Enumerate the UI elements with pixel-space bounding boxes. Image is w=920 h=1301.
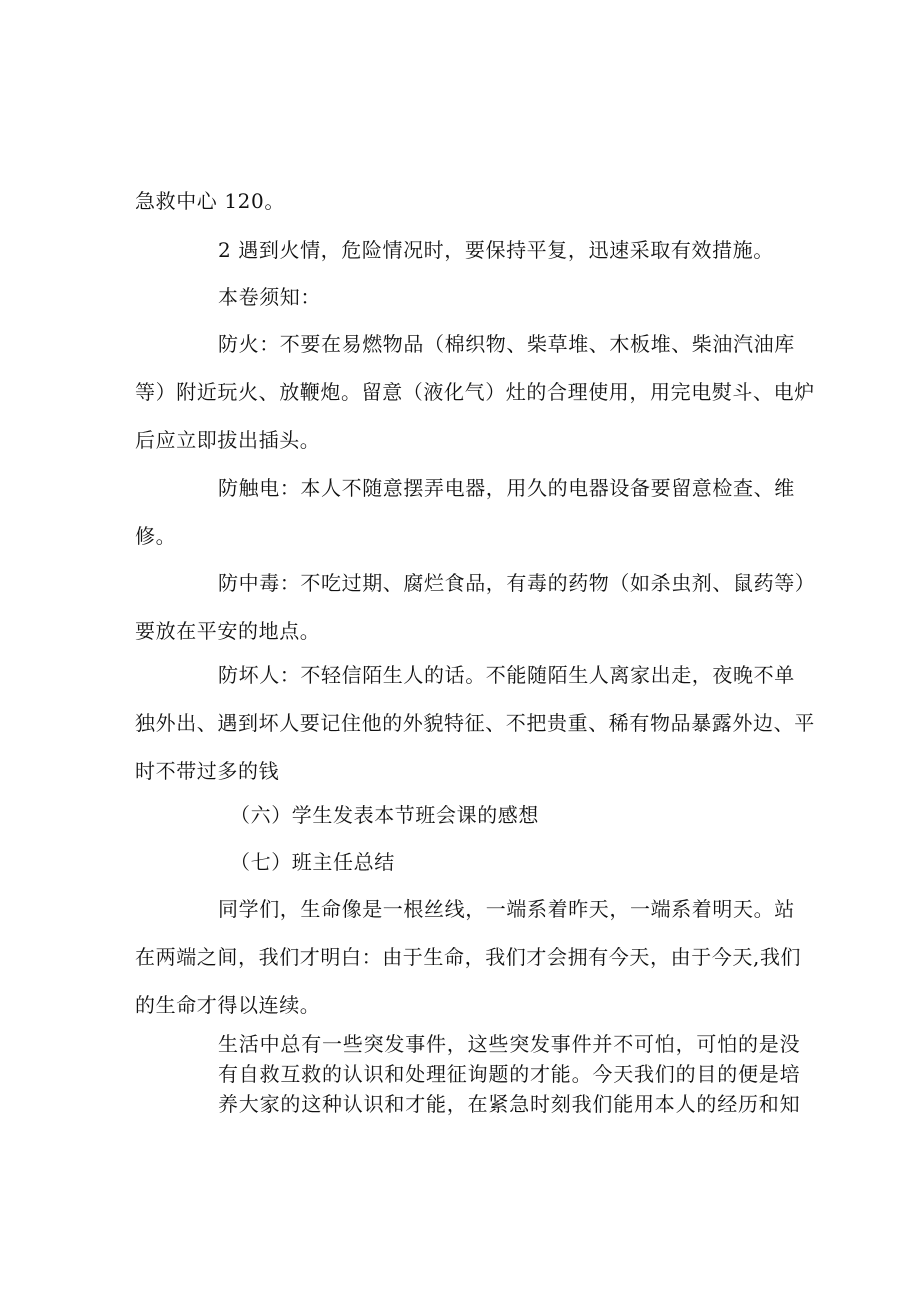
text-line: 防火：不要在易燃物品（棉织物、柴草堆、木板堆、柴油汽油库 (218, 332, 795, 356)
paragraph-fire-advice (218, 226, 774, 274)
paragraph-stranger-safety (135, 651, 815, 795)
paragraph-poisoning-prevention (135, 559, 815, 655)
paragraph-emergency-number (135, 177, 285, 225)
text-line: 防中毒：不吃过期、腐烂食品，有毒的药物（如杀虫剂、鼠药等） (218, 571, 816, 595)
text-line: 同学们，生命像是一根丝线，一端系着昨天，一端系着明天。站 (218, 897, 795, 921)
text-line: 修。 (135, 524, 177, 548)
text-line: 独外出、遇到坏人要记住他的外貌特征、不把贵重、稀有物品暴露外边、平 (135, 711, 815, 735)
text-line: 有自救互救的认识和处理征询题的才能。今天我们的目的便是培 (218, 1062, 801, 1086)
text-line: 时不带过多的钱 (135, 759, 280, 783)
paragraph-notice-heading (218, 273, 321, 321)
text-line: 防触电：本人不随意摆弄电器，用久的电器设备要留意检查、维 (218, 476, 795, 500)
text-line: 本卷须知： (218, 285, 321, 309)
text-line: （七）班主任总结 (230, 850, 395, 874)
section-heading-seven (230, 838, 395, 886)
text-line: （六）学生发表本节班会课的感想 (230, 803, 539, 827)
text-line: 急救中心 120。 (135, 189, 285, 213)
text-line: 养大家的这种认识和才能，在紧急时刻我们能用本人的经历和知 (218, 1092, 801, 1116)
text-line: 2 遇到火情，危险情况时，要保持平复，迅速采取有效措施。 (218, 238, 774, 262)
section-heading-six (230, 791, 539, 839)
text-line: 后应立即拔出插头。 (135, 428, 321, 452)
paragraph-electric-shock-prevention (135, 464, 795, 560)
text-line: 要放在平安的地点。 (135, 619, 321, 643)
text-line: 防坏人：不轻信陌生人的话。不能随陌生人离家出走，夜晚不单 (218, 663, 795, 687)
paragraph-fire-prevention (135, 320, 815, 464)
text-line: 生活中总有一些突发事件，这些突发事件并不可怕，可怕的是没 (218, 1032, 801, 1056)
text-line: 在两端之间，我们才明白：由于生命，我们才会拥有今天，由于今天,我们 (135, 945, 802, 969)
paragraph-teacher-summary (135, 885, 801, 1029)
paragraph-emergency-conclusion (218, 1029, 800, 1119)
text-line: 等）附近玩火、放鞭炮。留意（液化气）灶的合理使用，用完电熨斗、电炉 (135, 380, 815, 404)
text-line: 的生命才得以连续。 (135, 993, 321, 1017)
